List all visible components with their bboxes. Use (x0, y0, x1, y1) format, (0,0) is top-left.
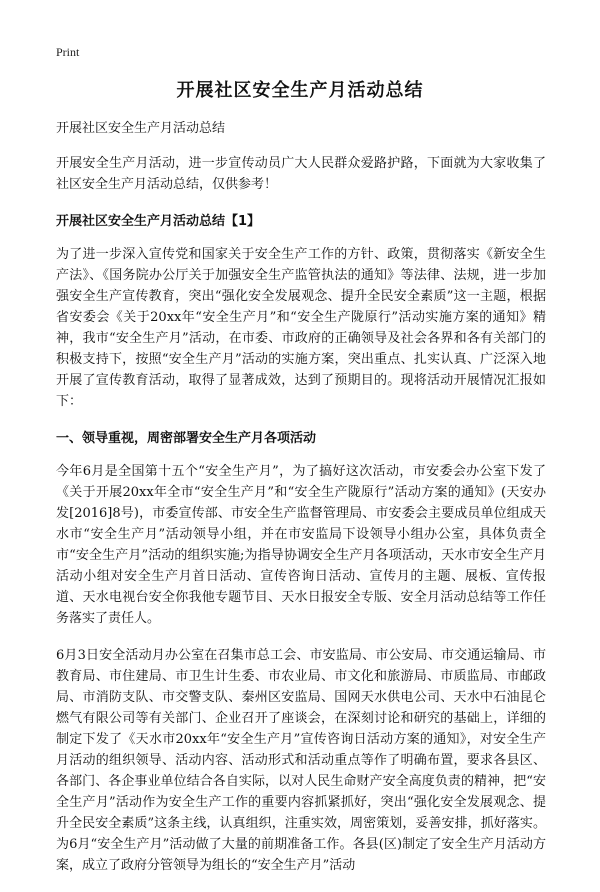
document-title: 开展社区安全生产月活动总结 (176, 80, 424, 101)
document-subtitle: 开展社区安全生产月活动总结 (56, 121, 226, 136)
article-heading: 开展社区安全生产月活动总结【1】 (56, 214, 261, 229)
paragraph-2: 今年6月是全国第十五个“安全生产月”，为了搞好这次活动，市安委会办公室下发了《关于开展20xx年全市“安全生产月”和“安全生产陇原行”活动方案的通知》(天安办发[2016]8号)，市委宣传部、市安全生产监督管理局、市安委会主要成员单位组成天水市“安全生产月”活动领导小组，并在市安监局下设领导小组办公室，具体负责全市“安全生产月”活动的组织实施;为指导协调安全生产月各项活动，天水市安全生产月活动小组对安全生产月首日活动、宣传咨询日活动、宣传月的主题、展板、宣传报道、天水电视台安全你我他专题节目、天水日报安全专版、安全月活动总结等工作任务落实了责任人。 (56, 464, 546, 626)
intro-paragraph: 开展安全生产月活动，进一步宣传动员广大人民群众爱路护路，下面就为大家收集了社区安全生产月活动总结，仅供参考！ (56, 156, 546, 192)
paragraph-1: 为了进一步深入宣传党和国家关于安全生产工作的方针、政策，贯彻落实《新安全生产法》、《国务院办公厅关于加强安全生产监管执法的通知》等法律、法规，进一步加强安全生产宣传教育，突出“强化安全发展观念、提升全民安全素质”这一主题，根据省安委会《关于20xx年“安全生产月”和“安全生产陇原行”活动实施方案的通知》精神，我市“安全生产月”活动，在市委、市政府的正确领导及社会各界和各有关部门的积极支持下，按照“安全生产月”活动的实施方案，突出重点、扎实认真、广泛深入地开展了宣传教育活动，取得了显著成效，达到了预期目的。现将活动开展情况汇报如下： (56, 247, 546, 409)
section-heading-1: 一、领导重视，周密部署安全生产月各项活动 (56, 431, 317, 446)
print-label[interactable]: Print (56, 45, 80, 59)
paragraph-3: 6月3日安全活动月办公室在召集市总工会、市安监局、市公安局、市交通运输局、市教育局、市住建局、市卫生计生委、市农业局、市文化和旅游局、市质监局、市邮政局、市消防支队、市交警支队、秦州区安监局、国网天水供电公司、天水中石油昆仑燃气有限公司等有关部门、企业召开了座谈会，在深刻讨论和研究的基础上，详细的制定下发了《天水市20xx年“安全生产月”宣传咨询日活动方案的通知》，对安全生产月活动的组织领导、活动内容、活动形式和活动重点等作了明确布置，要求各县区、各部门、各企事业单位结合各自实际，以对人民生命财产安全高度负责的精神，把“安全生产月”活动作为安全生产工作的重要内容抓紧抓好，突出“强化安全发展观念、提升全民安全素质”这条主线，认真组织，注重实效，周密策划，妥善安排，抓好落实。为6月“安全生产月”活动做了大量的前期准备工作。各县(区)制定了安全生产月活动方案，成立了政府分管领导为组长的“安全生产月”活动 (56, 648, 546, 873)
document-body (56, 118, 546, 892)
